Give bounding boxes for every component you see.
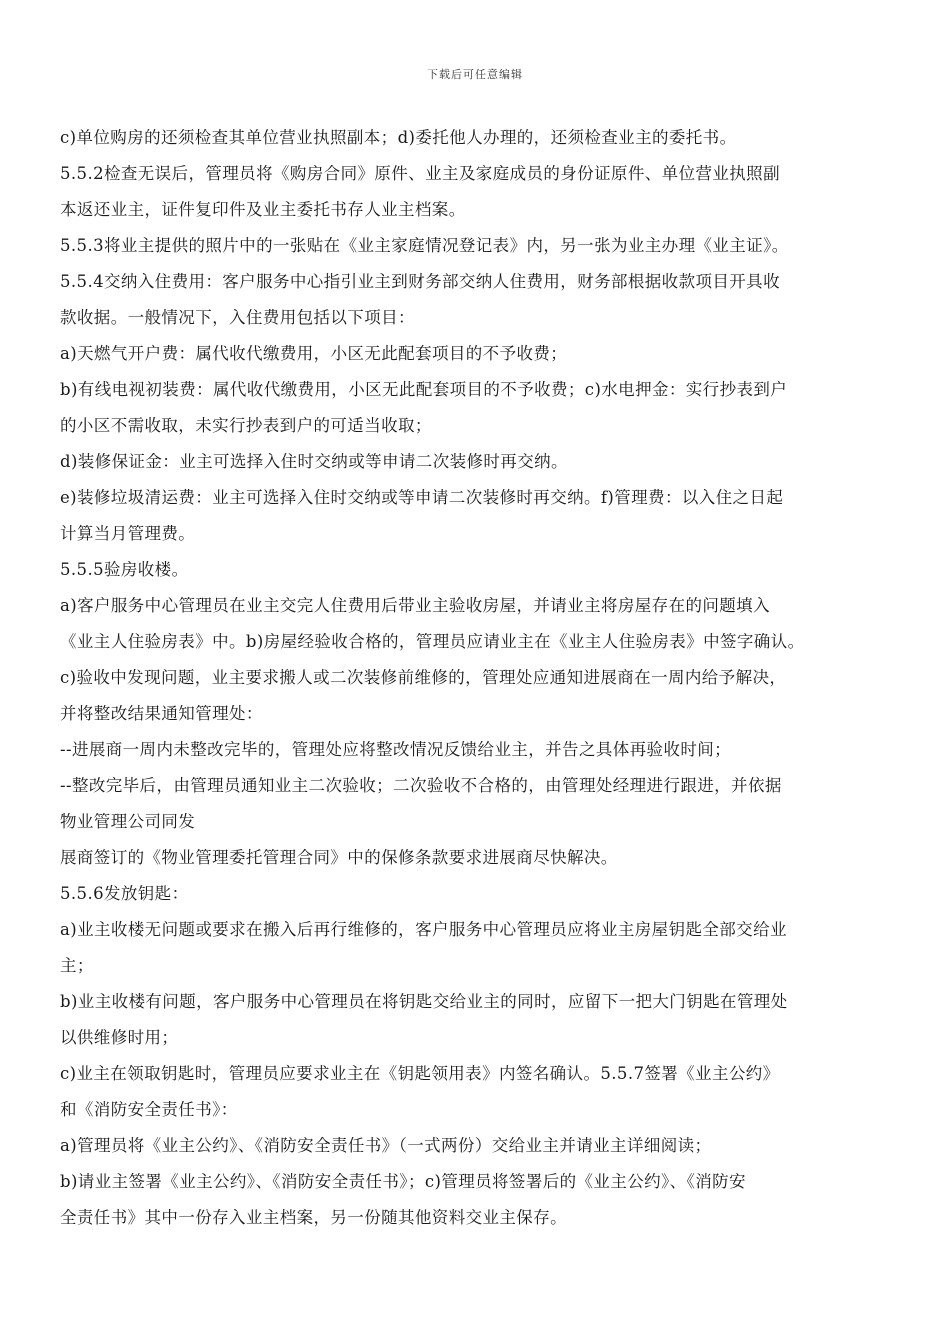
text-line: 5.5.6发放钥匙： — [60, 884, 189, 903]
text-line: a)管理员将《业主公约》、《消防安全责任书》（一式两份）交给业主并请业主详细阅读； — [60, 1136, 712, 1155]
text-line: b)有线电视初装费：属代收代缴费用，小区无此配套项目的不予收费；c)水电押金：实行抄表到户 — [60, 380, 788, 399]
text-line: c)业主在领取钥匙时，管理员应要求业主在《钥匙领用表》内签名确认。5.5.7签署《业主公约》 — [60, 1064, 780, 1083]
text-line: --进展商一周内未整改完毕的，管理处应将整改情况反馈给业主，并告之具体再验收时间； — [60, 740, 732, 759]
page-header: 下载后可任意编辑 — [427, 68, 523, 81]
text-line: 5.5.5验房收楼。 — [60, 560, 189, 579]
text-line: d)装修保证金：业主可选择入住时交纳或等申请二次装修时再交纳。 — [60, 452, 568, 471]
document-body — [60, 124, 900, 1240]
text-line: c)验收中发现问题，业主要求搬人或二次装修前维修的，管理处应通知进展商在一周内给予解决， — [60, 668, 787, 687]
text-line: 5.5.3将业主提供的照片中的一张贴在《业主家庭情况登记表》内，另一张为业主办理《业主证》。 — [60, 236, 789, 255]
text-line: --整改完毕后，由管理员通知业主二次验收；二次验收不合格的，由管理处经理进行跟进，并依据 — [60, 776, 782, 795]
text-line: a)客户服务中心管理员在业主交完人住费用后带业主验收房屋，并请业主将房屋存在的问题填入 — [60, 596, 770, 615]
text-line: 和《消防安全责任书》： — [60, 1100, 238, 1119]
text-line: 物业管理公司同发 — [60, 812, 196, 831]
text-line: a)业主收楼无问题或要求在搬入后再行维修的，客户服务中心管理员应将业主房屋钥匙全部交给业 — [60, 920, 787, 939]
text-line: 以供维修时用； — [60, 1028, 179, 1047]
text-line: 并将整改结果通知管理处： — [60, 704, 263, 723]
text-line: 展商签订的《物业管理委托管理合同》中的保修条款要求进展商尽快解决。 — [60, 848, 618, 867]
text-line: 《业主人住验房表》中。b)房屋经验收合格的，管理员应请业主在《业主人住验房表》中签字确认。 — [60, 632, 805, 651]
text-line: 5.5.4交纳入住费用：客户服务中心指引业主到财务部交纳人住费用，财务部根据收款项目开具收 — [60, 272, 780, 291]
text-line: 全责任书》其中一份存入业主档案，另一份随其他资料交业主保存。 — [60, 1208, 567, 1227]
text-line: 的小区不需收取，未实行抄表到户的可适当收取； — [60, 416, 432, 435]
text-line: 计算当月管理费。 — [60, 524, 196, 543]
text-line: 5.5.2检查无误后，管理员将《购房合同》原件、业主及家庭成员的身份证原件、单位营业执照副 — [60, 164, 780, 183]
text-line: e)装修垃圾清运费：业主可选择入住时交纳或等申请二次装修时再交纳。f)管理费：以入住之日起 — [60, 488, 784, 507]
text-line: 款收据。一般情况下，入住费用包括以下项目： — [60, 308, 415, 327]
text-line: 本返还业主，证件复印件及业主委托书存人业主档案。 — [60, 200, 466, 219]
text-line: c)单位购房的还须检查其单位营业执照副本；d)委托他人办理的，还须检查业主的委托书。 — [60, 128, 737, 147]
text-line: b)业主收楼有问题，客户服务中心管理员在将钥匙交给业主的同时，应留下一把大门钥匙在管理处 — [60, 992, 788, 1011]
text-line: a)天燃气开户费：属代收代缴费用，小区无此配套项目的不予收费； — [60, 344, 568, 363]
text-line: 主； — [60, 956, 94, 975]
text-line: b)请业主签署《业主公约》、《消防安全责任书》；c)管理员将签署后的《业主公约》、《消防安 — [60, 1172, 746, 1191]
